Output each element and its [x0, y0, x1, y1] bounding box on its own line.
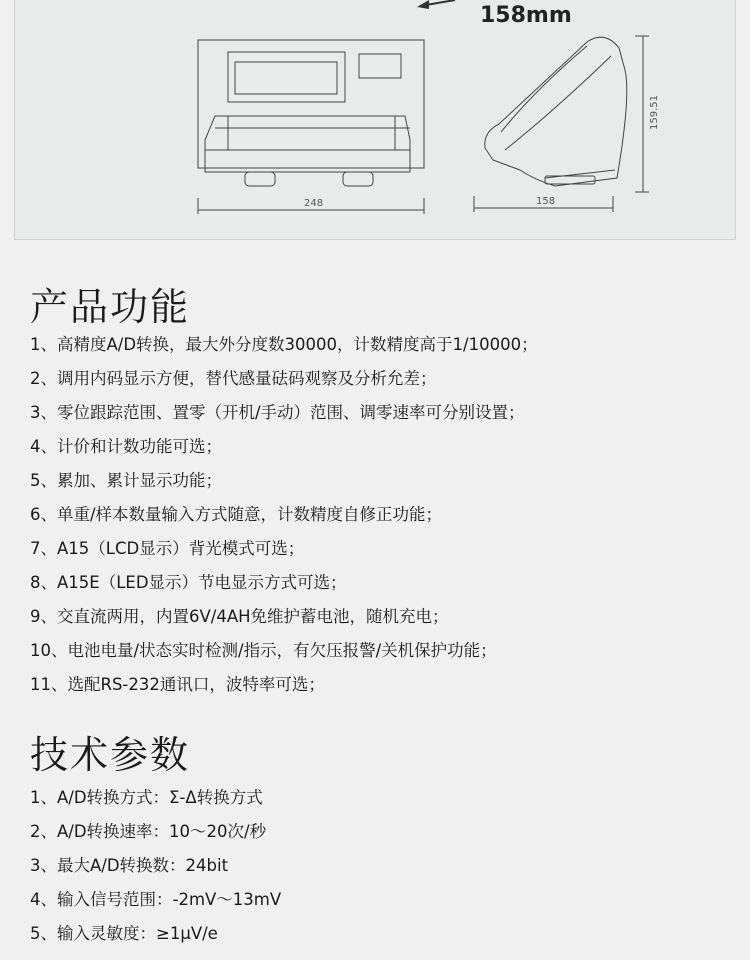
list-item: 8、A15E（LED显示）节电显示方式可选；	[30, 573, 347, 592]
front-width-label: 248	[304, 198, 324, 209]
top-dimension-label: 158mm	[480, 3, 572, 28]
list-item: 10、电池电量/状态实时检测/指示，有欠压报警/关机保护功能；	[30, 641, 497, 660]
list-item: 5、输入灵敏度：≥1μV/e	[30, 924, 218, 943]
list-item: 1、高精度A/D转换，最大外分度数30000，计数精度高于1/10000；	[30, 335, 538, 354]
list-item: 4、输入信号范围：-2mV～13mV	[30, 890, 282, 909]
list-item: 3、最大A/D转换数：24bit	[30, 856, 229, 875]
front-view	[198, 40, 424, 214]
list-item: 2、调用内码显示方便，替代感量砝码观察及分析允差；	[30, 369, 437, 388]
list-item: 6、单重/样本数量输入方式随意，计数精度自修正功能；	[30, 505, 443, 524]
section-title-specs: 技术参数	[30, 733, 191, 777]
list-item: 4、计价和计数功能可选；	[30, 437, 222, 456]
list-item: 9、交直流两用，内置6V/4AH免维护蓄电池，随机充电；	[30, 607, 449, 626]
technical-drawing	[14, 0, 736, 240]
list-item: 3、零位跟踪范围、置零（开机/手动）范围、调零速率可分别设置；	[30, 403, 525, 422]
list-item: 11、选配RS-232通讯口，波特率可选；	[30, 675, 325, 694]
dimension-drawing-svg	[15, 0, 737, 240]
side-height-label: 159.51	[649, 95, 660, 130]
functions-list	[30, 328, 538, 702]
side-width-label: 158	[536, 196, 556, 207]
side-view	[474, 36, 649, 212]
top-dimension-arrow	[417, 0, 455, 9]
list-item: 2、A/D转换速率：10～20次/秒	[30, 822, 267, 841]
list-item: 1、A/D转换方式：Σ-Δ转换方式	[30, 788, 263, 807]
section-title-functions: 产品功能	[30, 285, 191, 329]
specs-list	[30, 781, 281, 951]
list-item: 5、累加、累计显示功能；	[30, 471, 222, 490]
list-item: 7、A15（LCD显示）背光模式可选；	[30, 539, 305, 558]
